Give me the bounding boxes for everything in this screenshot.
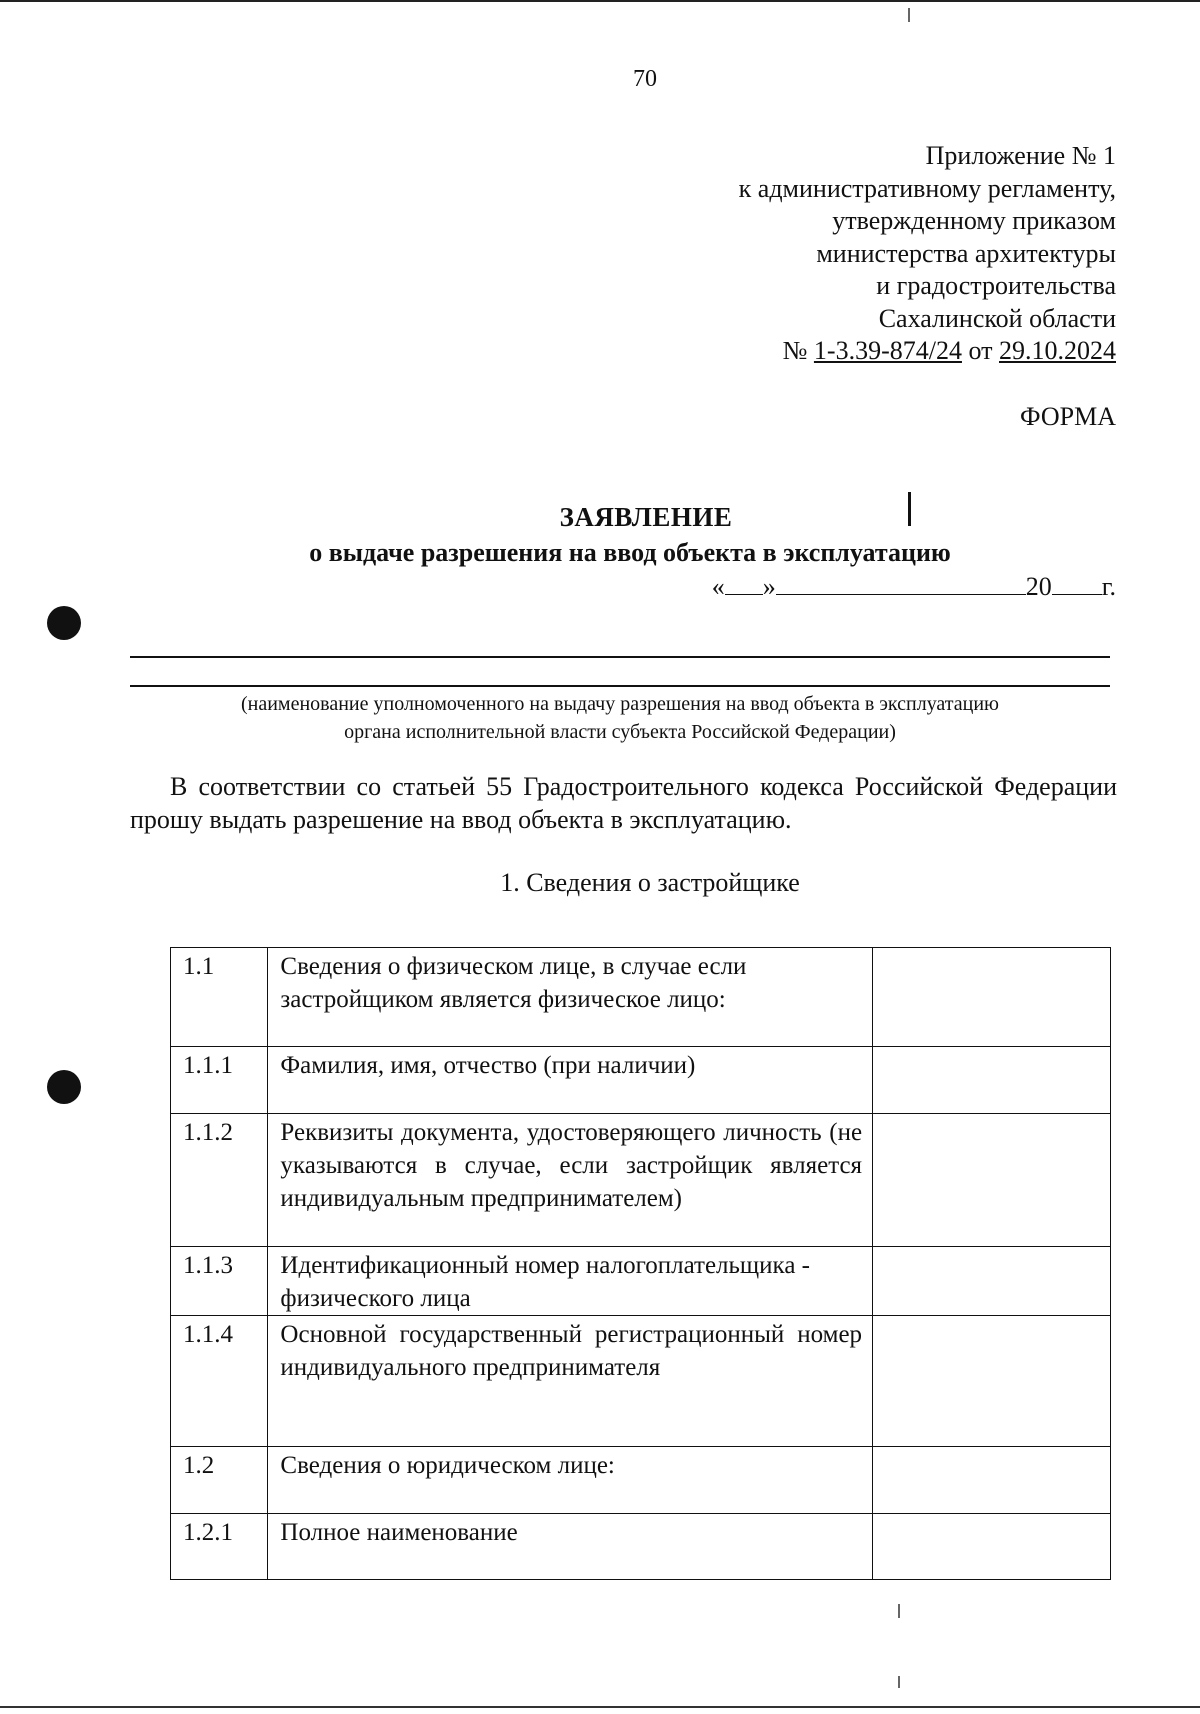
order-reference <box>739 335 1116 368</box>
appendix-line: утвержденному приказом <box>832 206 1116 235</box>
caption-line: органа исполнительной власти субъекта Российской Федерации) <box>344 721 896 743</box>
authority-name-line <box>130 685 1110 687</box>
scan-mark <box>898 1604 900 1618</box>
row-value <box>873 1447 1111 1514</box>
table-row <box>171 1047 1111 1114</box>
order-date: 29.10.2024 <box>999 336 1116 365</box>
punch-hole <box>47 606 81 640</box>
row-description: Основной государственный регистрационный номер индивидуального предпринимателя <box>268 1316 873 1447</box>
form-label: ФОРМА <box>1020 402 1116 431</box>
scan-mark <box>908 8 910 22</box>
scan-mark <box>908 492 911 526</box>
document-subtitle: о выдаче разрешения на ввод объекта в эксплуатацию <box>309 538 951 567</box>
table-row <box>171 1447 1111 1514</box>
row-description: Идентификационный номер налогоплательщика - физического лица <box>268 1247 873 1316</box>
authority-name-line <box>130 656 1110 658</box>
row-description: Фамилия, имя, отчество (при наличии) <box>268 1047 873 1114</box>
section-heading: 1. Сведения о застройщике <box>500 868 800 897</box>
table-row <box>171 948 1111 1047</box>
row-number: 1.1.1 <box>171 1047 268 1114</box>
row-number: 1.1.2 <box>171 1114 268 1247</box>
row-description: Сведения о юридическом лице: <box>268 1447 873 1514</box>
row-number: 1.1 <box>171 948 268 1047</box>
month-blank <box>776 570 1026 595</box>
page-number: 70 <box>633 66 657 92</box>
appendix-line: и градостроительства <box>876 271 1116 300</box>
table-row <box>171 1514 1111 1580</box>
appendix-line: к административному регламенту, <box>738 173 1116 203</box>
row-value <box>873 1316 1111 1447</box>
document-title: ЗАЯВЛЕНИЕ <box>559 502 733 532</box>
order-from: от <box>968 336 993 365</box>
date-open-quote: « <box>711 572 725 601</box>
row-value <box>873 1047 1111 1114</box>
appendix-line: министерства архитектуры <box>816 238 1116 268</box>
row-number: 1.2 <box>171 1447 268 1514</box>
date-line <box>712 570 1116 602</box>
row-description: Полное наименование <box>268 1514 873 1580</box>
row-number: 1.1.4 <box>171 1316 268 1447</box>
row-value <box>873 1247 1111 1316</box>
row-value <box>873 1114 1111 1247</box>
row-description: Сведения о физическом лице, в случае если застройщиком является физическое лицо: <box>268 948 873 1047</box>
date-close-quote: » <box>762 572 776 601</box>
authority-caption <box>100 690 1140 746</box>
row-number: 1.2.1 <box>171 1514 268 1580</box>
row-value <box>873 948 1111 1047</box>
appendix-line: Сахалинской области <box>878 303 1116 333</box>
table-row <box>171 1114 1111 1247</box>
scan-mark <box>898 1676 900 1688</box>
table-row <box>171 1247 1111 1316</box>
scan-bottom-edge <box>0 1706 1200 1708</box>
appendix-block <box>739 140 1116 368</box>
caption-line: (наименование уполномоченного на выдачу разрешения на ввод объекта в эксплуатацию <box>240 693 999 715</box>
intro-paragraph: В соответствии со статьей 55 Градостроительного кодекса Российской Федерации прошу выдать разрешение на ввод объекта в эксплуатацию. <box>130 772 1117 834</box>
table-row <box>171 1316 1111 1447</box>
scan-top-edge <box>0 0 1200 2</box>
order-number: 1-3.39-874/24 <box>813 336 962 365</box>
row-description: Реквизиты документа, удостоверяющего личность (не указываются в случае, если застройщик является индивидуальным предпринимателем) <box>268 1114 873 1247</box>
row-number: 1.1.3 <box>171 1247 268 1316</box>
year-suffix: г. <box>1101 572 1116 601</box>
appendix-line: Приложение № 1 <box>925 141 1116 170</box>
row-value <box>873 1514 1111 1580</box>
year-prefix: 20 <box>1025 572 1052 601</box>
order-prefix: № <box>782 336 808 365</box>
year-blank <box>1052 570 1102 595</box>
developer-info-table <box>170 947 1111 1580</box>
punch-hole <box>47 1070 81 1104</box>
day-blank <box>725 570 763 595</box>
